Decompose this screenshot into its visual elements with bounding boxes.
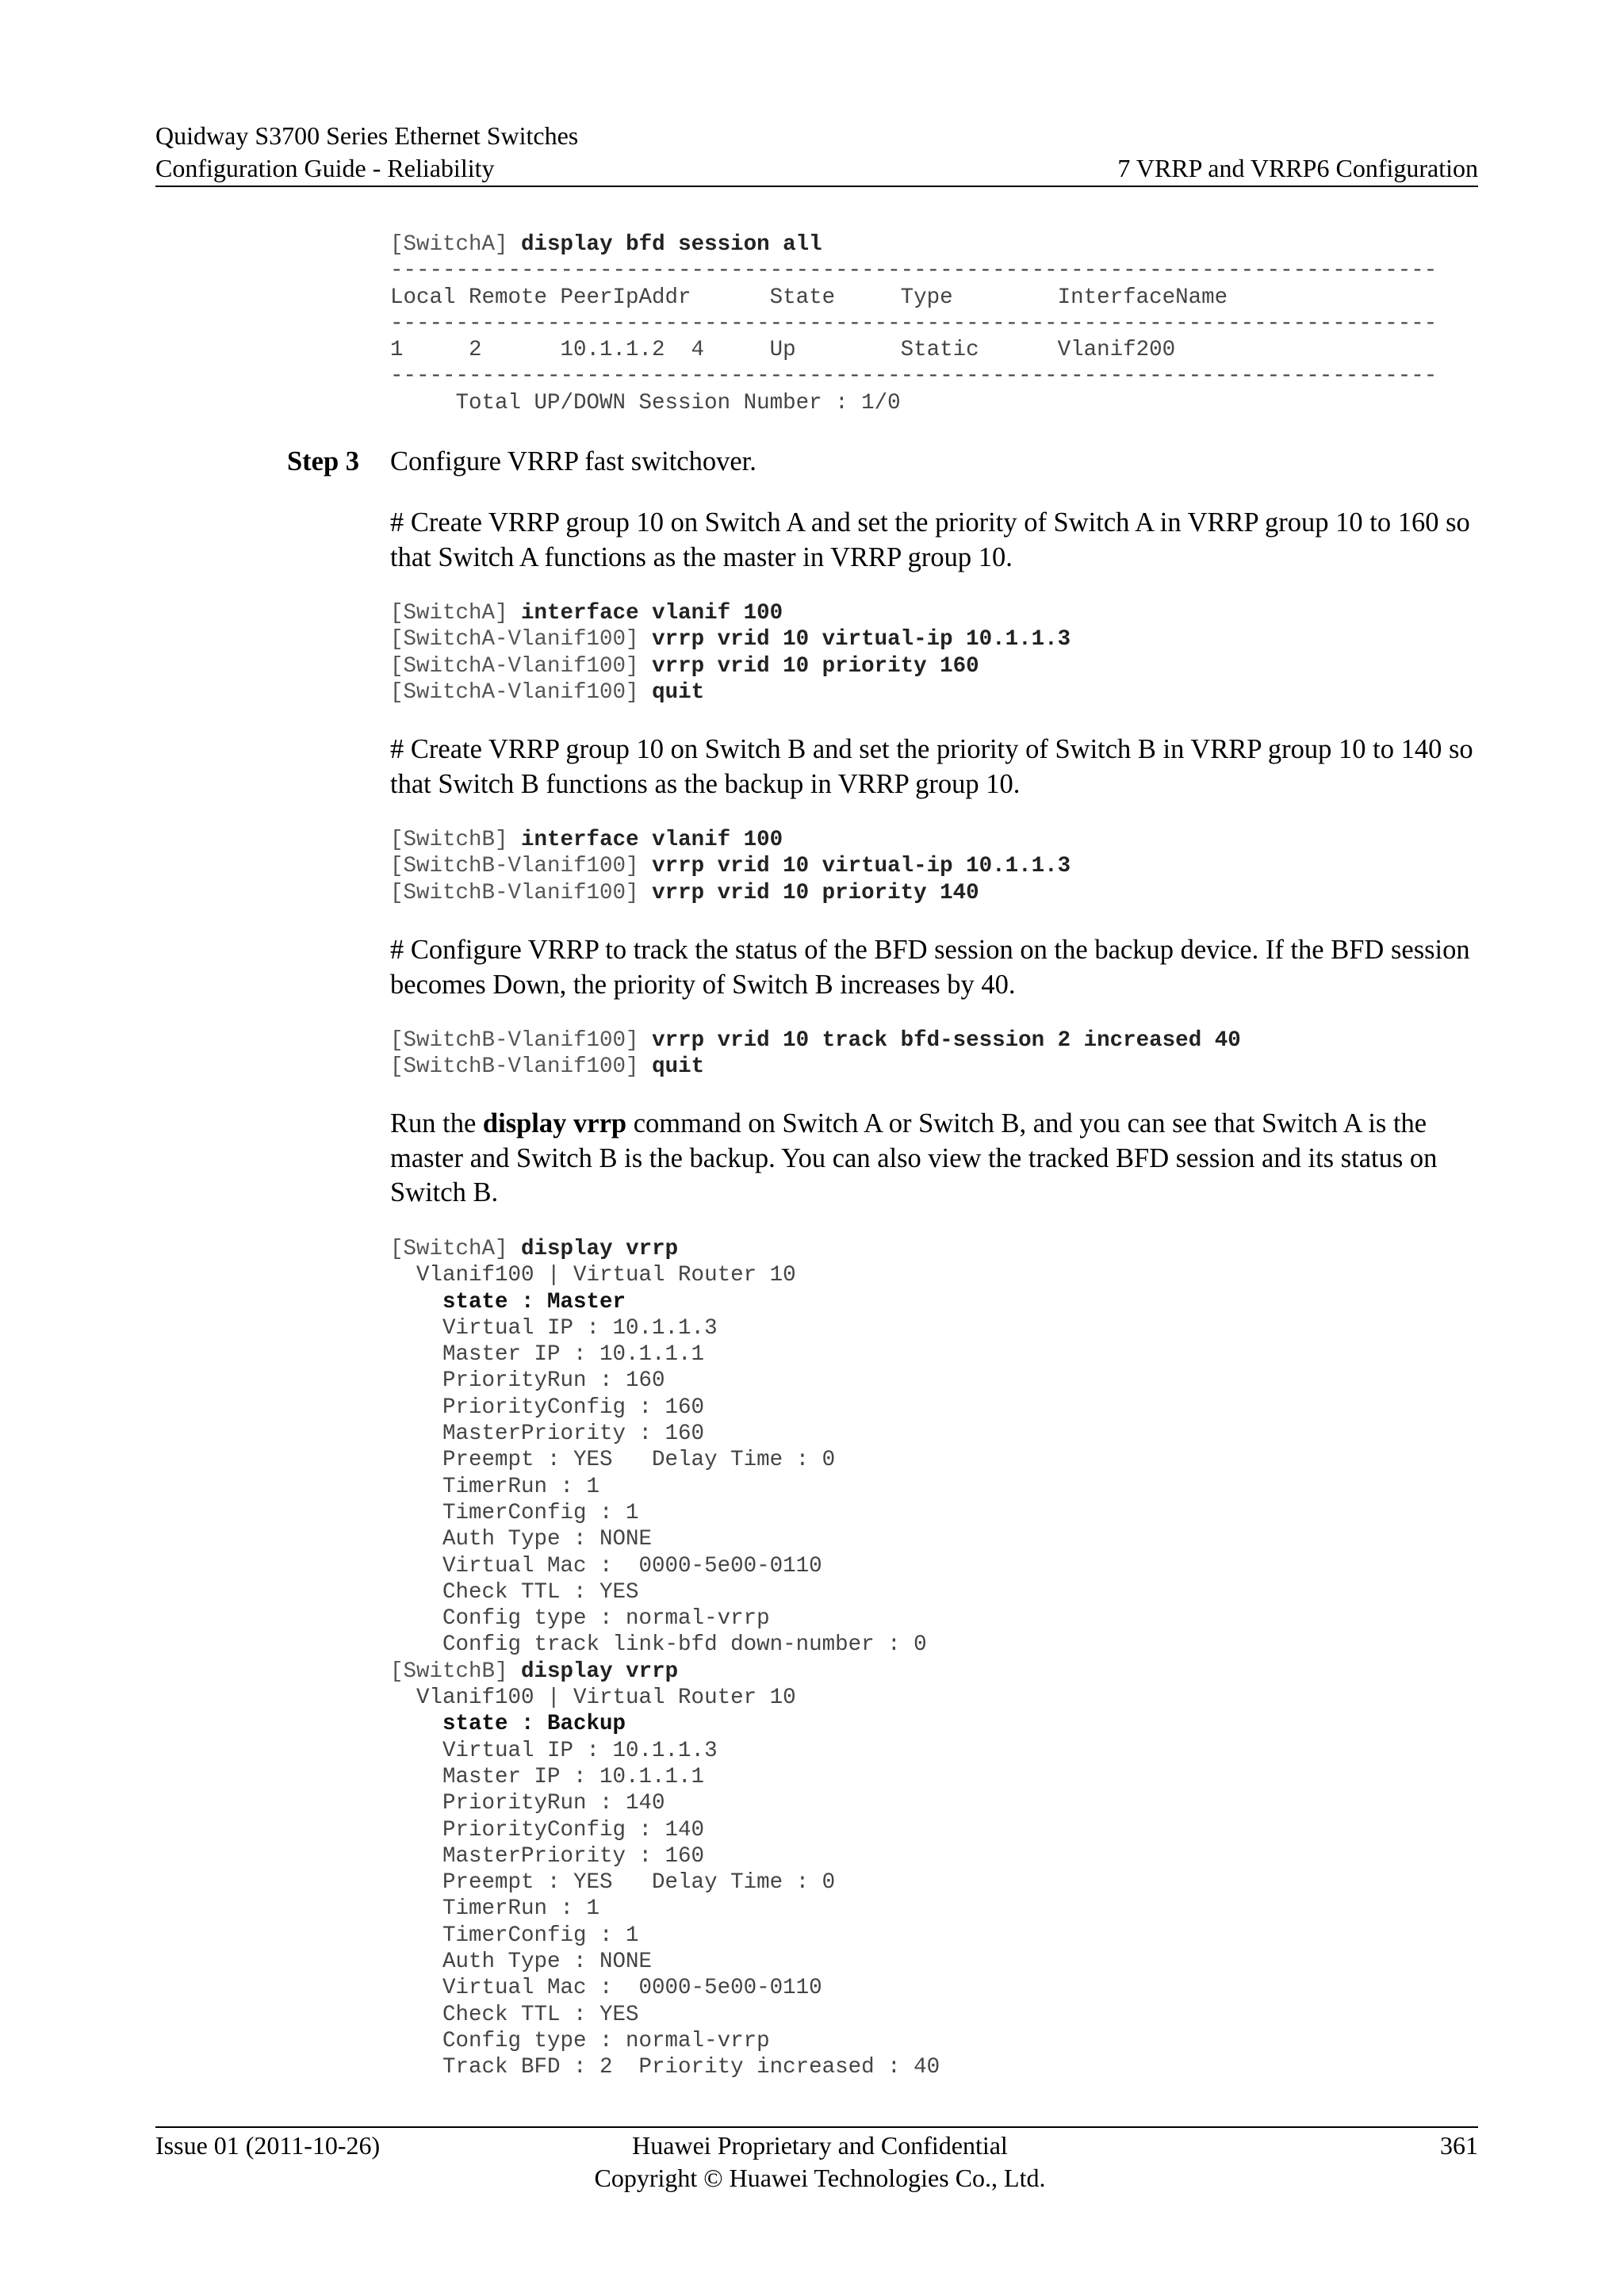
header-product: Quidway S3700 Series Ethernet Switches (155, 121, 579, 150)
vrrp-output-line: Vlanif100 | Virtual Router 10 (390, 1263, 796, 1288)
footer-center (476, 2130, 1164, 2195)
code-command: quit (652, 1054, 705, 1080)
vrrp-output-line: Auth Type : NONE (390, 1950, 653, 1975)
vrrp-output-line: PriorityConfig : 140 (390, 1817, 705, 1843)
vrrp-output-line: TimerRun : 1 (390, 1896, 600, 1922)
paragraph-create-group-b: # Create VRRP group 10 on Switch B and set the priority of Switch B in VRRP group 10 to 140 so that Switch B functions as the backup in VRRP group 10. (390, 734, 1473, 799)
footer-divider (155, 2126, 1478, 2128)
code-command: interface vlanif 100 (521, 828, 783, 852)
vrrp-output-line: Virtual Mac : 0000-5e00-0110 (390, 1553, 822, 1578)
vrrp-output-line: Virtual IP : 10.1.1.3 (390, 1315, 718, 1341)
vrrp-output-line: TimerConfig : 1 (390, 1923, 639, 1948)
code-command: vrrp vrid 10 priority 140 (652, 880, 979, 905)
code-prompt: [SwitchB] (390, 828, 508, 852)
vrrp-output-line: Master IP : 10.1.1.1 (390, 1342, 705, 1368)
bfd-session-output (390, 232, 1477, 416)
vrrp-output-line: Check TTL : YES (390, 2002, 639, 2027)
code-command: vrrp vrid 10 track bfd-session 2 increased 40 (652, 1028, 1241, 1053)
code-command: vrrp vrid 10 virtual-ip 10.1.1.3 (652, 854, 1071, 879)
vrrp-output-line: TimerConfig : 1 (390, 1500, 639, 1525)
footer-page-number: 361 (1440, 2131, 1478, 2160)
code-prompt: [SwitchB-Vlanif100] (390, 1028, 639, 1053)
vrrp-state-line: state : Master (390, 1289, 626, 1314)
code-block-switch-b (390, 827, 1477, 906)
vrrp-output-line: Auth Type : NONE (390, 1527, 653, 1552)
paragraph-track-bfd: # Configure VRRP to track the status of the BFD session on the backup device. If the BFD session becomes Down, the priority of Switch B increases by 40. (390, 935, 1470, 1000)
step-label: Step 3 (287, 446, 360, 476)
vrrp-output-line: Master IP : 10.1.1.1 (390, 1764, 705, 1789)
vrrp-output-line: PriorityRun : 160 (390, 1368, 665, 1394)
footer-confidential: Huawei Proprietary and Confidential (632, 2131, 1008, 2160)
code-command: display vrrp (521, 1237, 679, 1261)
code-prompt: [SwitchA] (390, 601, 508, 626)
vrrp-output-line: Vlanif100 | Virtual Router 10 (390, 1686, 796, 1711)
footer-copyright: Copyright © Huawei Technologies Co., Ltd. (594, 2164, 1046, 2192)
vrrp-output-line: Config track link-bfd down-number : 0 (390, 1632, 927, 1658)
code-command: interface vlanif 100 (521, 601, 783, 626)
header-chapter: 7 VRRP and VRRP6 Configuration (1117, 154, 1478, 182)
paragraph-text: Run the (390, 1108, 483, 1138)
code-block-switch-a (390, 600, 1477, 706)
footer-issue: Issue 01 (2011-10-26) (155, 2131, 381, 2160)
vrrp-output-line: TimerRun : 1 (390, 1474, 600, 1499)
vrrp-output-line: Track BFD : 2 Priority increased : 40 (390, 2055, 940, 2080)
header-guide: Configuration Guide - Reliability (155, 154, 495, 182)
code-row: 1 2 10.1.1.2 4 Up Static Vlanif200 (390, 338, 1176, 363)
code-command: vrrp vrid 10 priority 160 (652, 653, 979, 679)
code-prompt: [SwitchA-Vlanif100] (390, 627, 639, 652)
code-separator: -------------------------------------------------------------------------------- (390, 311, 1438, 336)
paragraph-display-vrrp (390, 1107, 1478, 1211)
code-command: display bfd session all (521, 232, 822, 257)
code-prompt: [SwitchB-Vlanif100] (390, 880, 639, 905)
code-prompt: [SwitchA-Vlanif100] (390, 679, 639, 705)
code-separator: -------------------------------------------------------------------------------- (390, 258, 1438, 284)
code-columns: Local Remote PeerIpAddr State Type InterfaceName (390, 285, 1228, 310)
code-prompt: [SwitchB-Vlanif100] (390, 854, 639, 879)
vrrp-output-line: Config type : normal-vrrp (390, 2028, 770, 2053)
vrrp-output-line: MasterPriority : 160 (390, 1843, 705, 1869)
vrrp-output-line: PriorityRun : 140 (390, 1791, 665, 1816)
vrrp-output-line: MasterPriority : 160 (390, 1422, 705, 1447)
paragraph-text: command on Switch A or Switch B, and you can see that Switch A is the master and Switch B is the backup. You can also view the tracked BFD session and its status on Switch B. (390, 1108, 1438, 1207)
code-block-track-bfd (390, 1027, 1477, 1081)
code-prompt: [SwitchA-Vlanif100] (390, 653, 639, 679)
vrrp-output-line: Virtual Mac : 0000-5e00-0110 (390, 1976, 822, 2001)
display-vrrp-output (390, 1236, 1477, 2081)
step-title: Configure VRRP fast switchover. (390, 446, 756, 476)
vrrp-output-line: Check TTL : YES (390, 1579, 639, 1605)
code-prompt: [SwitchA] (390, 232, 508, 257)
header-row (155, 152, 1478, 185)
vrrp-output-line: PriorityConfig : 160 (390, 1395, 705, 1420)
header-divider (155, 186, 1478, 187)
code-prompt: [SwitchB] (390, 1659, 508, 1684)
code-command: display vrrp (521, 1659, 679, 1684)
vrrp-output-line: Preempt : YES Delay Time : 0 (390, 1870, 836, 1896)
vrrp-state-line: state : Backup (390, 1712, 626, 1737)
vrrp-output-line: Config type : normal-vrrp (390, 1606, 770, 1632)
code-total: Total UP/DOWN Session Number : 1/0 (390, 390, 901, 415)
code-separator: -------------------------------------------------------------------------------- (390, 364, 1438, 389)
command-keyword: display vrrp (482, 1108, 627, 1138)
code-prompt: [SwitchA] (390, 1237, 508, 1261)
paragraph-create-group-a: # Create VRRP group 10 on Switch A and set the priority of Switch A in VRRP group 10 to 160 so that Switch A functions as the master in VRRP group 10. (390, 507, 1470, 572)
code-command: quit (652, 679, 705, 705)
code-command: vrrp vrid 10 virtual-ip 10.1.1.3 (652, 627, 1071, 652)
vrrp-output-line: Virtual IP : 10.1.1.3 (390, 1738, 718, 1763)
code-prompt: [SwitchB-Vlanif100] (390, 1054, 639, 1080)
vrrp-output-line: Preempt : YES Delay Time : 0 (390, 1448, 836, 1473)
